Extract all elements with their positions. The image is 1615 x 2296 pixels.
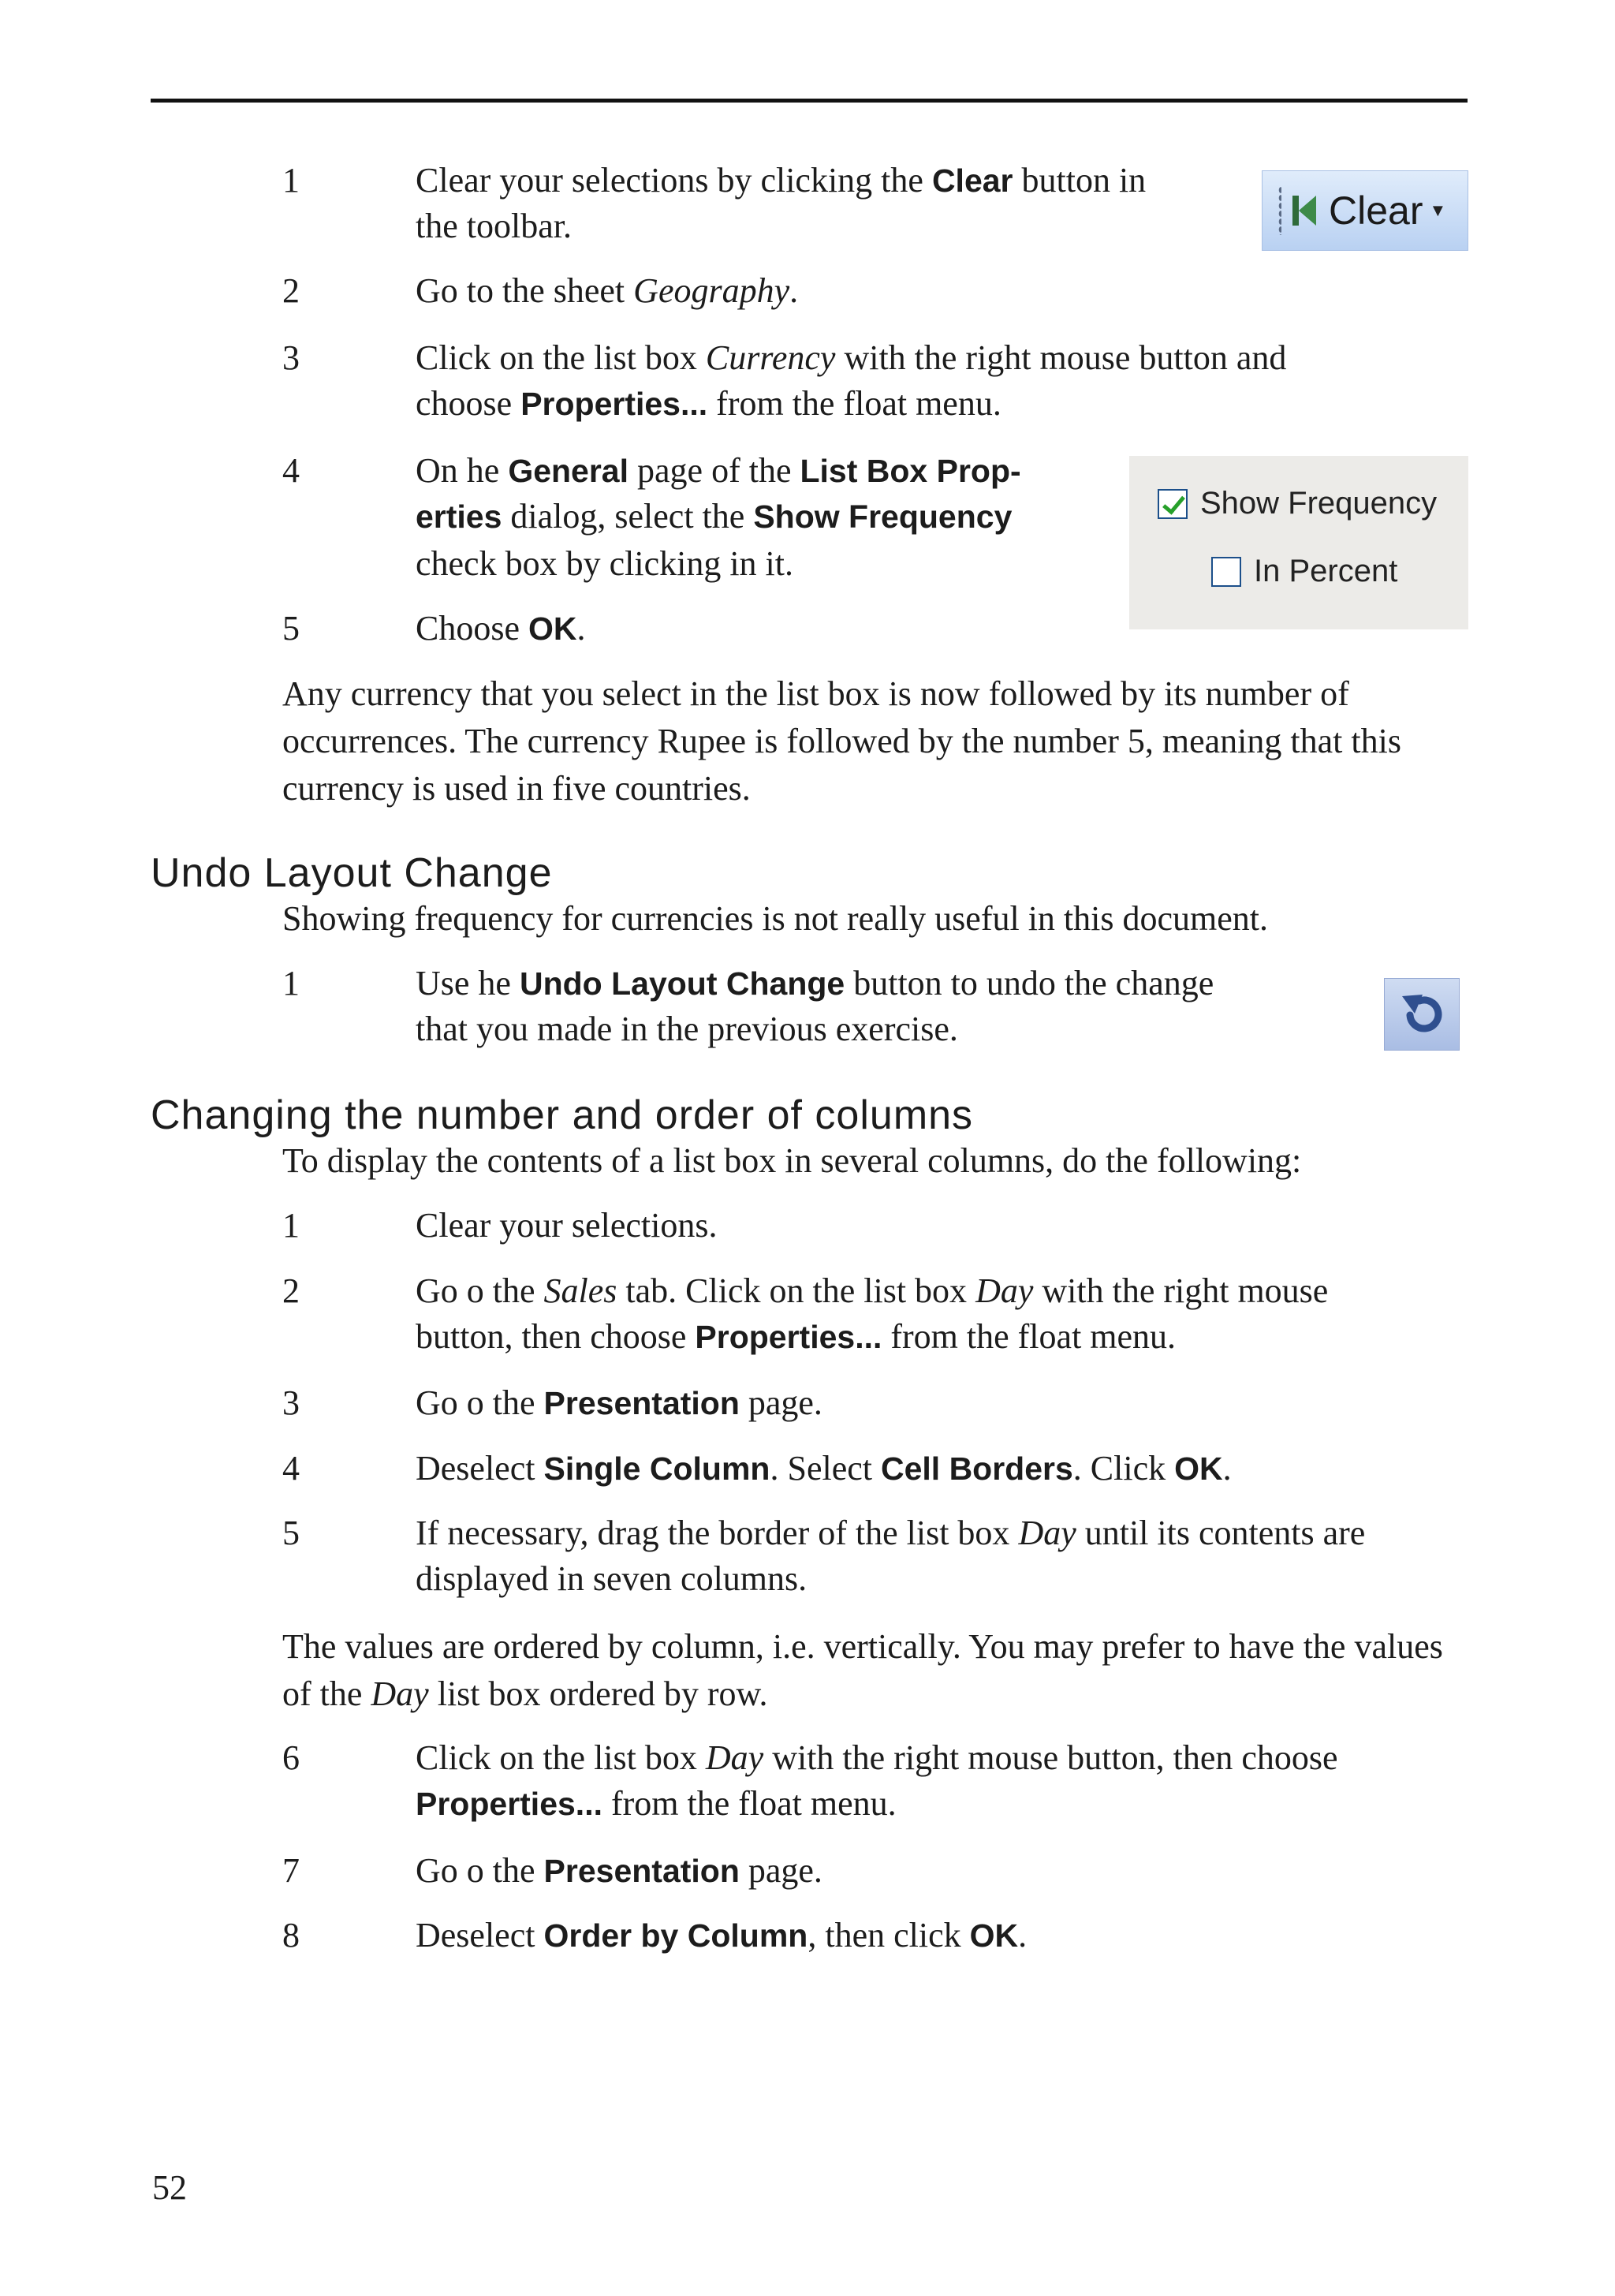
- text-run: check box by clicking in it.: [416, 544, 793, 583]
- text-run: .: [1018, 1916, 1028, 1954]
- page-number: 52: [152, 2168, 187, 2207]
- section-heading: Undo Layout Change: [151, 850, 553, 896]
- step-text: [416, 268, 798, 314]
- text-run: Go o the: [416, 1851, 544, 1890]
- italic-term: Geography: [633, 271, 790, 310]
- text-run: page of the: [628, 451, 800, 490]
- text-run: from the float menu.: [882, 1317, 1177, 1356]
- italic-term: Day: [1018, 1514, 1076, 1552]
- step-number: 8: [282, 1916, 300, 1954]
- bold-term: General: [508, 453, 629, 489]
- text-run: Clear your selections by clicking the: [416, 161, 932, 200]
- step-text: [416, 1446, 1232, 1491]
- step-text: [416, 1268, 1328, 1314]
- text-run: button to undo the change: [845, 964, 1214, 1002]
- bold-term: erties: [416, 498, 502, 535]
- step-text-line2: [416, 1556, 807, 1602]
- text-run: Click on the list box: [416, 1738, 706, 1777]
- clear-selections-icon: [1292, 194, 1318, 227]
- in-percent-checkbox[interactable]: [1211, 557, 1241, 587]
- step-number: 1: [282, 964, 300, 1002]
- bold-term: OK: [969, 1917, 1019, 1954]
- text-run: with the right mouse: [1033, 1271, 1329, 1310]
- step-number: 1: [282, 1206, 300, 1245]
- bold-term: Properties...: [695, 1319, 882, 1355]
- text-run: . Select: [770, 1449, 881, 1488]
- text-run: The values are ordered by column, i.e. vertically. You may prefer to have the values of the: [282, 1627, 1443, 1713]
- text-run: .: [1222, 1449, 1232, 1488]
- undo-icon: [1399, 991, 1446, 1037]
- step-number: 5: [282, 1514, 300, 1552]
- bold-term: Cell Borders: [880, 1450, 1073, 1487]
- step-number: 5: [282, 609, 300, 648]
- text-run: button, then choose: [416, 1317, 696, 1356]
- bold-term: Undo Layout Change: [519, 965, 845, 1002]
- text-run: with the right mouse button, then choose: [763, 1738, 1338, 1777]
- text-run: from the float menu.: [602, 1784, 897, 1823]
- section-intro: Showing frequency for currencies is not really useful in this document.: [282, 899, 1269, 938]
- text-run: Deselect: [416, 1449, 544, 1488]
- text-run: .: [576, 609, 586, 648]
- text-run: that you made in the previous exercise.: [416, 1010, 958, 1048]
- text-run: Clear your selections.: [416, 1206, 718, 1245]
- bold-term: Properties...: [416, 1786, 602, 1822]
- step-text: [416, 448, 1021, 494]
- text-run: tab. Click on the list box: [617, 1271, 976, 1310]
- italic-term: Sales: [543, 1271, 617, 1310]
- italic-term: Currency: [705, 338, 836, 377]
- toolbar-grip-icon: [1278, 186, 1281, 235]
- body-paragraph: [282, 1623, 1473, 1718]
- step-text: [416, 335, 1286, 381]
- chevron-down-icon[interactable]: ▼: [1429, 200, 1447, 220]
- text-run: , then click: [808, 1916, 970, 1954]
- text-run: Use he: [416, 964, 520, 1002]
- step-number: 1: [282, 161, 300, 200]
- step-text: [416, 158, 1146, 203]
- text-run: from the float menu.: [707, 384, 1001, 423]
- text-run: On he: [416, 451, 509, 490]
- text-run: dialog, select the: [502, 497, 754, 536]
- italic-term: Day: [975, 1271, 1034, 1310]
- section-heading: Changing the number and order of columns: [151, 1092, 974, 1138]
- step-text-line2: [416, 203, 572, 249]
- show-frequency-checkbox[interactable]: [1158, 489, 1188, 519]
- step-text: [416, 1203, 717, 1249]
- step-text-line2: [416, 1006, 958, 1052]
- text-run: button in: [1013, 161, 1147, 200]
- text-run: choose: [416, 384, 521, 423]
- step-text: [416, 606, 586, 651]
- step-text-line2: [416, 1781, 897, 1827]
- step-text: [416, 961, 1214, 1006]
- bold-term: OK: [528, 610, 577, 647]
- undo-layout-change-button[interactable]: [1384, 978, 1460, 1051]
- bold-term: Order by Column: [543, 1917, 808, 1954]
- text-run: . Click: [1072, 1449, 1175, 1488]
- step-text: [416, 1848, 822, 1894]
- in-percent-label: In Percent: [1254, 554, 1398, 588]
- text-run: If necessary, drag the border of the list box: [416, 1514, 1019, 1552]
- step-text-line2: [416, 494, 1012, 539]
- bold-term: Show Frequency: [753, 498, 1013, 535]
- step-text-line3: [416, 541, 793, 587]
- step-number: 7: [282, 1851, 300, 1890]
- header-rule: [151, 99, 1468, 103]
- step-number: 4: [282, 1449, 300, 1488]
- clear-button[interactable]: [1262, 170, 1468, 251]
- step-number: 2: [282, 1271, 300, 1310]
- text-run: list box ordered by row.: [428, 1674, 768, 1713]
- bold-term: Single Column: [543, 1450, 770, 1487]
- step-text-line2: [416, 381, 1001, 427]
- bold-term: OK: [1174, 1450, 1223, 1487]
- step-number: 2: [282, 271, 300, 310]
- text-run: displayed in seven columns.: [416, 1559, 808, 1598]
- italic-term: Day: [371, 1674, 429, 1713]
- step-number: 6: [282, 1738, 300, 1777]
- text-run: until its contents are: [1076, 1514, 1366, 1552]
- step-number: 3: [282, 1383, 300, 1422]
- text-run: Deselect: [416, 1916, 544, 1954]
- show-frequency-label: Show Frequency: [1200, 486, 1438, 521]
- section-intro: To display the contents of a list box in several columns, do the following:: [282, 1141, 1302, 1180]
- text-run: the toolbar.: [416, 207, 572, 245]
- bold-term: Clear: [931, 162, 1013, 199]
- text-run: Go o the: [416, 1271, 544, 1310]
- text-run: with the right mouse button and: [835, 338, 1287, 377]
- clear-button-label: Clear: [1329, 189, 1423, 233]
- bold-term: List Box Prop-: [800, 453, 1021, 489]
- step-number: 3: [282, 338, 300, 377]
- step-text: [416, 1510, 1365, 1556]
- text-run: Choose: [416, 609, 528, 648]
- bold-term: Properties...: [520, 386, 708, 422]
- text-run: Go to the sheet: [416, 271, 634, 310]
- bold-term: Presentation: [543, 1853, 740, 1889]
- text-run: page.: [739, 1851, 822, 1890]
- bold-term: Presentation: [543, 1385, 740, 1421]
- frequency-options-panel: [1129, 456, 1468, 629]
- step-text: [416, 1735, 1338, 1781]
- step-text: [416, 1913, 1027, 1958]
- text-run: page.: [739, 1383, 822, 1422]
- step-text: [416, 1380, 822, 1426]
- text-run: Go o the: [416, 1383, 544, 1422]
- body-paragraph: Any currency that you select in the list box is now followed by its number of occurrences. The currency Rupee is followed by the number 5, meaning that this currency is used in five countries.: [282, 674, 1401, 808]
- step-text-line2: [416, 1314, 1176, 1360]
- step-number: 4: [282, 451, 300, 490]
- italic-term: Day: [705, 1738, 764, 1777]
- text-run: .: [789, 271, 799, 310]
- text-run: Click on the list box: [416, 338, 706, 377]
